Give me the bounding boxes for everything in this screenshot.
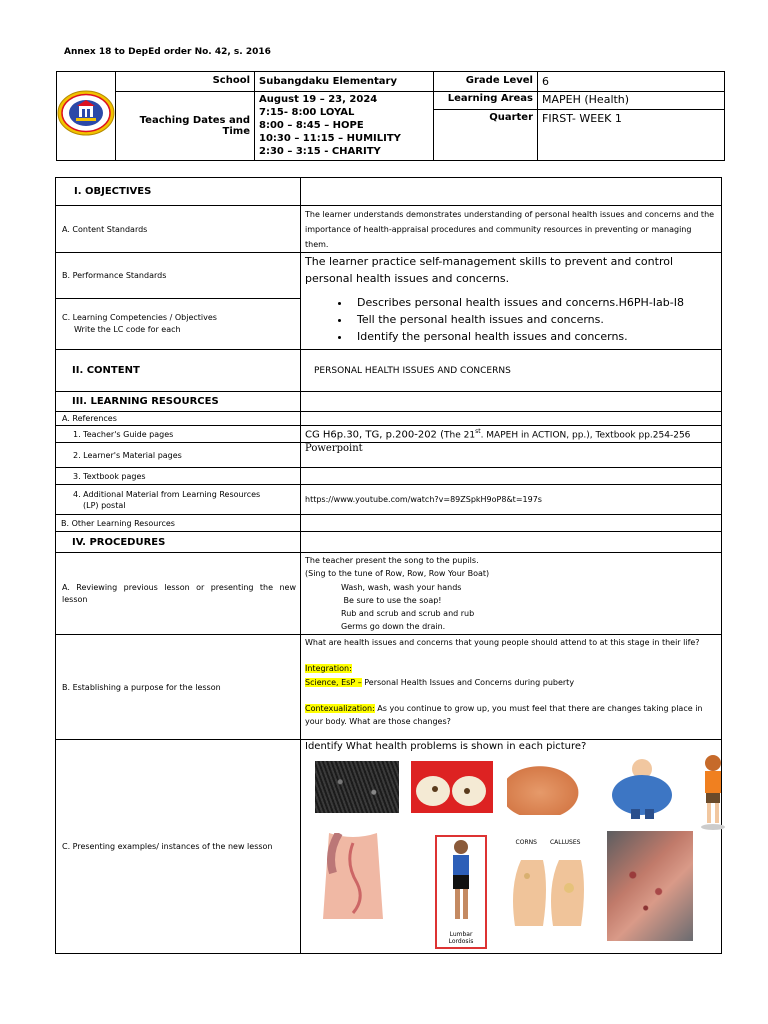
empty-cell [301, 392, 722, 412]
integration-subjects: Science, EsP – [305, 677, 362, 687]
objectives-heading-cell [56, 178, 301, 206]
logo-cell [57, 72, 116, 161]
tg-text-a: CG H6p.30, TG, p.200-202 ( [305, 429, 445, 441]
tg-sup: st [475, 427, 481, 435]
content-text: PERSONAL HEALTH ISSUES AND CONCERNS [301, 350, 722, 392]
resources-heading: III. LEARNING RESOURCES [72, 396, 219, 407]
dates-line: August 19 – 23, 2024 [259, 94, 378, 105]
procedures-heading-cell [56, 532, 301, 553]
song-line: Be sure to use the soap! [341, 595, 442, 605]
dates-label: Teaching Dates and Time [116, 92, 255, 161]
textbook-label: 3. Textbook pages [56, 468, 301, 485]
corns-caption: CORNS [515, 839, 537, 847]
tg-label: 1. Teacher's Guide pages [56, 426, 301, 443]
skin-problem-picture [507, 759, 589, 815]
empty-cell [301, 515, 722, 532]
dates-line: 7:15- 8:00 LOYAL [259, 107, 355, 118]
school-label: School [116, 72, 255, 92]
empty-cell [301, 468, 722, 485]
song-line: Wash, wash, wash your hands [341, 582, 462, 592]
thin-child-icon [697, 753, 729, 831]
list-item: • Describes personal health issues and concerns.H6PH-Iab-I8 [351, 294, 717, 311]
tg-text-b: The 21 [444, 430, 476, 441]
competencies-label-cell [56, 299, 301, 350]
song-line: Rub and scrub and scrub and rub [341, 609, 475, 619]
procedure-c-cell [301, 740, 722, 954]
performance-standards-text: The learner practice self-management skills to prevent and control personal health issues and concerns. [305, 255, 674, 285]
calluses-caption: CALLUSES [549, 839, 581, 847]
competencies-list [305, 294, 717, 345]
additional-label-cell [56, 485, 301, 515]
list-item: • Identify the personal health issues and concerns. [351, 328, 717, 345]
content-standards-label: A. Content Standards [56, 206, 301, 253]
areas-quarter-values [538, 92, 725, 161]
dandruff-picture [315, 761, 399, 813]
deped-seal-icon [57, 90, 115, 136]
lordosis-caption: Lumbar Lordosis [448, 931, 474, 946]
dates-line: 10:30 – 11:15 – HUMILITY [259, 133, 401, 144]
content-heading: II. CONTENT [72, 365, 140, 376]
feet-icon [509, 846, 587, 932]
procedures-heading: IV. PROCEDURES [72, 536, 166, 548]
quarter-label: Quarter [489, 112, 533, 123]
lm-text: Powerpoint [301, 443, 722, 468]
lm-label: 2. Learner's Material pages [56, 443, 301, 468]
dates-line: 8:00 – 8:45 – HOPE [259, 120, 364, 131]
performance-competencies-cell [301, 253, 722, 350]
scoliosis-picture [319, 833, 387, 919]
contextualization-label: Contexualization: [305, 703, 375, 713]
competencies-label: C. Learning Competencies / Objectives [62, 313, 217, 322]
procedure-a-label: A. Reviewing previous lesson or presenting the new lesson [56, 553, 301, 635]
lordosis-picture [435, 835, 487, 949]
additional-link[interactable]: https://www.youtube.com/watch?v=89ZSpkH9oP8&t=197s [301, 485, 722, 515]
tg-text [301, 426, 722, 443]
teeth-icon [411, 761, 493, 813]
quarter-value: FIRST- WEEK 1 [542, 112, 622, 125]
corns-calluses-caption [509, 839, 587, 846]
objectives-heading: I. OBJECTIVES [74, 186, 152, 197]
purpose-question: What are health issues and concerns that young people should attend to at this stage in their life? [305, 638, 700, 647]
tg-text-c: . MAPEH in ACTION, pp.), Textbook pp.254-256 [480, 430, 691, 441]
empty-cell [301, 178, 722, 206]
procedure-b-text [301, 635, 722, 740]
scoliosis-back-icon [319, 833, 387, 919]
areas-label: Learning Areas [434, 92, 537, 110]
grade-label: Grade Level [434, 72, 538, 92]
tooth-decay-picture [411, 761, 493, 813]
procedure-a-text [301, 553, 722, 635]
empty-cell [301, 532, 722, 553]
additional-sublabel: (LP) postal [83, 500, 126, 510]
obesity-picture [601, 757, 683, 819]
dates-value [255, 92, 434, 161]
additional-label: 4. Additional Material from Learning Resources [73, 489, 261, 499]
areas-value: MAPEH (Health) [538, 92, 724, 110]
health-pictures [305, 753, 717, 953]
other-resources-label: B. Other Learning Resources [56, 515, 301, 532]
resources-heading-cell [56, 392, 301, 412]
song-line: The teacher present the song to the pupils. [305, 556, 479, 565]
song-line: (Sing to the tune of Row, Row, Row Your Boat) [305, 569, 490, 579]
competencies-sublabel: Write the LC code for each [74, 325, 181, 334]
school-value: Subangdaku Elementary [255, 72, 434, 92]
corns-calluses-picture [509, 839, 587, 935]
content-heading-cell [56, 350, 301, 392]
obese-person-icon [601, 757, 683, 819]
skin-infection-picture [607, 831, 693, 941]
integration-text: Personal Health Issues and Concerns during puberty [361, 677, 575, 687]
empty-cell [301, 412, 722, 426]
underweight-picture [697, 753, 729, 831]
song-line: Germs go down the drain. [341, 622, 446, 632]
header-table [56, 71, 725, 161]
procedure-c-text: Identify What health problems is shown in each picture? [305, 741, 587, 752]
references-label: A. References [56, 412, 301, 426]
areas-quarter-labels [434, 92, 538, 161]
annex-title: Annex 18 to DepEd order No. 42, s. 2016 [64, 47, 271, 57]
integration-label: Integration: [305, 664, 352, 674]
procedure-c-label: C. Presenting examples/ instances of the new lesson [56, 740, 301, 954]
content-standards-text: The learner understands demonstrates understanding of personal health issues and concerns and the importance of health-appraisal procedures and community resources in preventing or managing them. [301, 206, 722, 253]
performance-standards-label: B. Performance Standards [56, 253, 301, 299]
lordosis-figure-icon [437, 837, 485, 929]
dates-line: 2:30 – 3:15 - CHARITY [259, 146, 381, 157]
contextualization-text: As you continue to grow up, you must feel that there are changes taking place in your body. What are those changes? [305, 703, 703, 727]
list-item: • Tell the personal health issues and concerns. [351, 311, 717, 328]
lesson-plan-table [55, 177, 722, 954]
grade-value: 6 [538, 72, 725, 92]
procedure-b-label: B. Establishing a purpose for the lesson [56, 635, 301, 740]
